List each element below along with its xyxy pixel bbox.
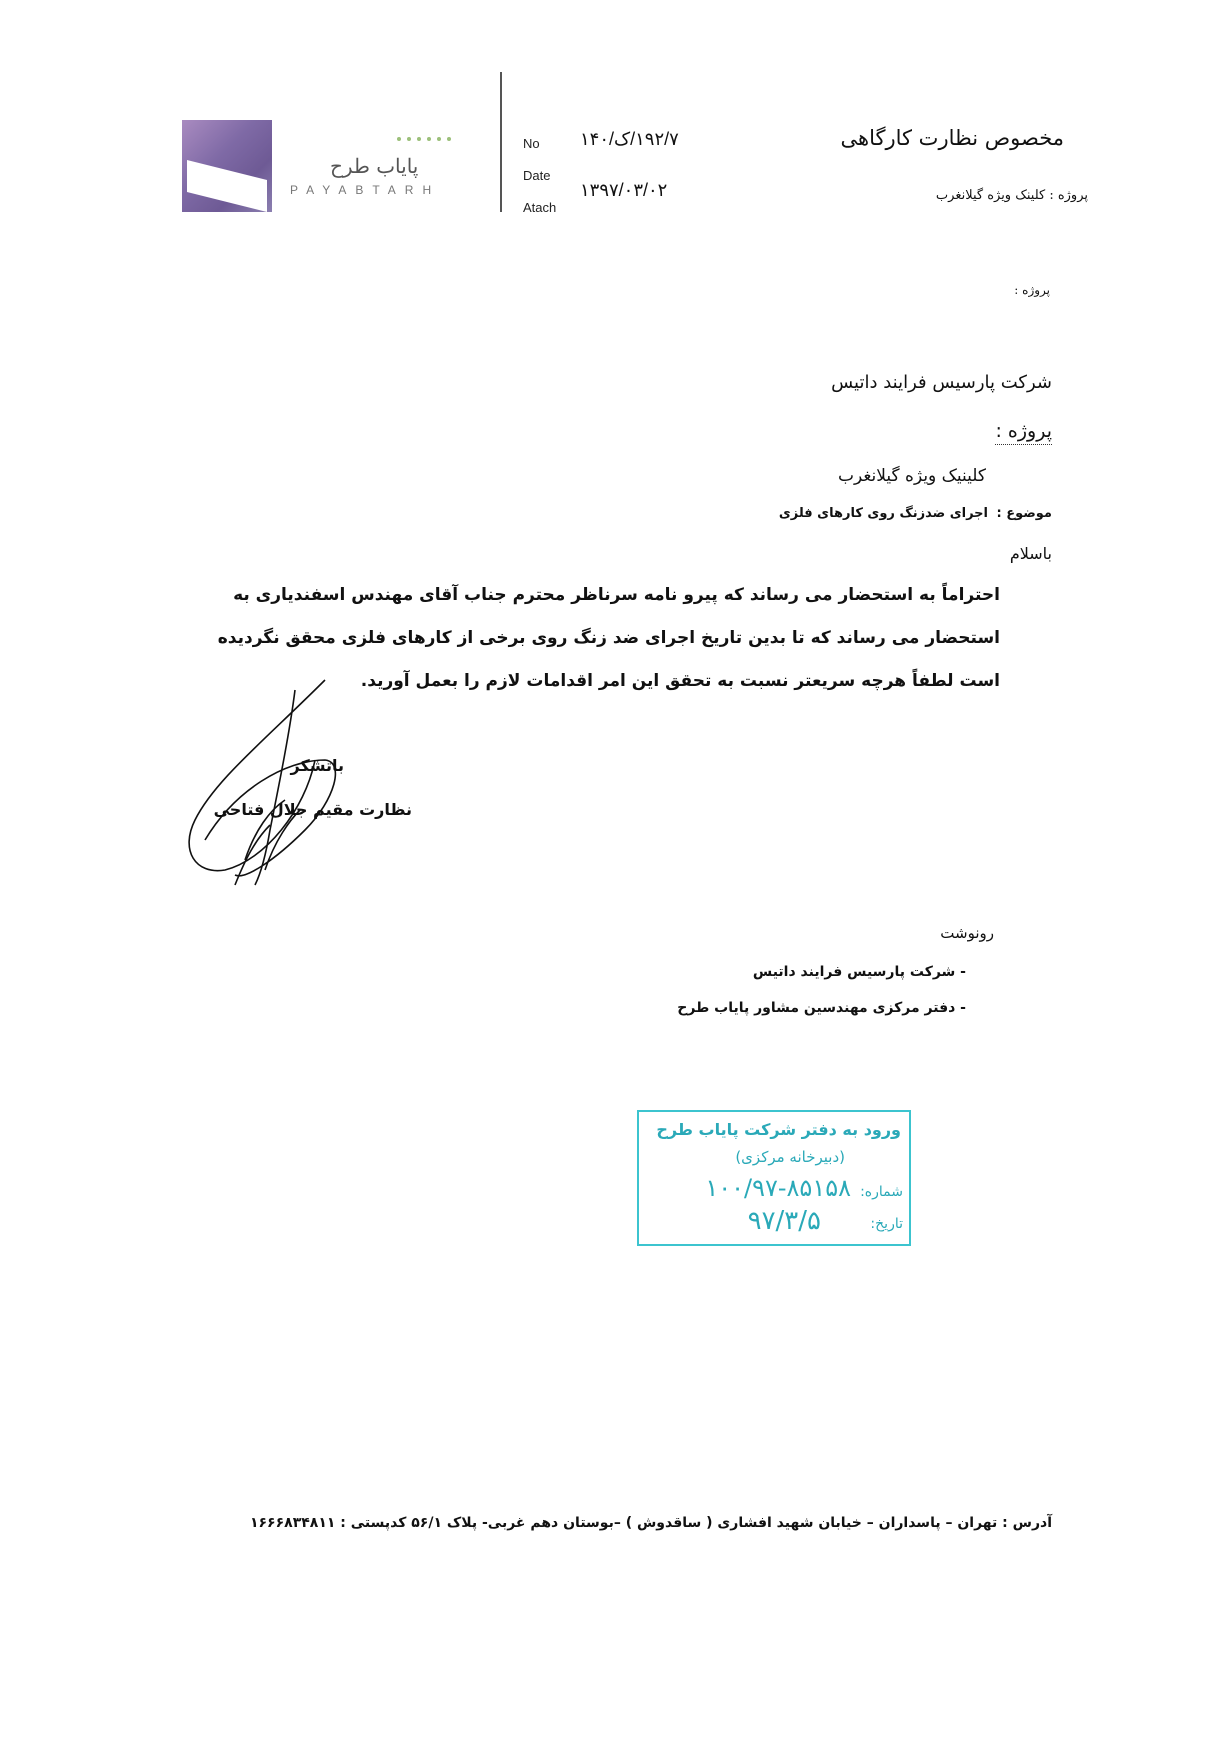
subject-label: موضوع : [996,506,1052,521]
receipt-stamp [637,1110,911,1246]
stamp-number-label: شماره: [860,1184,903,1200]
subject-text: اجرای ضدزنگ روی کارهای فلزی [778,506,988,521]
stamp-number-value: ۱۰۰/۹۷-۸۵۱۵۸ [705,1174,851,1202]
body-line-2: استحضار می رساند که تا بدین تاریخ اجرای ضد زنگ روی برخی از کارهای فلزی محقق نگردیده [217,628,1000,648]
cc-title: رونوشت [940,924,994,942]
stamp-title: ورود به دفتر شرکت پایاب طرح [656,1120,901,1139]
header-project-line: پروژه : کلینک ویژه گیلانغرب [935,188,1088,203]
logo-dots-decoration [395,135,455,143]
signatory: نظارت مقیم جلال فتاحی [213,800,412,819]
logo-name-fa: پایاب طرح [330,154,419,178]
handwritten-signature [175,670,375,900]
attach-label: Atach [523,200,557,215]
letter-number: ۱۹۲/۷/ک/۱۴۰ [580,129,679,149]
body-line-1: احتراماً به استحضار می رساند که پیرو نامه سرناظر محترم جناب آقای مهندس اسفندیاری به [233,585,1000,605]
footer-address: آدرس : تهران – پاسداران – خیابان شهید افشاری ( ساقدوش ) –بوستان دهم غربی- پلاک ۵۶/۱ کدپستی : ۱۶۶۶۸۳۴۸۱۱ [249,1515,1052,1531]
letter-date: ۱۳۹۷/۰۳/۰۲ [580,180,668,200]
stamp-date-label: تاریخ: [870,1216,903,1232]
date-label: Date [523,168,551,183]
supervision-title: مخصوص نظارت کارگاهی [840,126,1064,150]
cc-item: - دفتر مرکزی مهندسین مشاور پایاب طرح [677,1000,966,1016]
stamp-date-value: ۹۷/۳/۵ [747,1206,821,1236]
no-label: No [523,136,540,151]
project-label: پروژه : [995,420,1052,445]
body-line-3: است لطفاً هرچه سریعتر نسبت به تحقق این امر اقدامات لازم را بعمل آورید. [360,671,1000,691]
recipient: شرکت پارسیس فرایند داتیس [831,372,1052,393]
header-divider [500,72,502,212]
header-project-line-2: پروژه : [1014,283,1050,297]
cc-item: - شرکت پارسیس فرایند داتیس [752,964,966,980]
stamp-subtitle: (دبیرخانه مرکزی) [735,1148,845,1166]
greeting: باسلام [1009,544,1052,563]
project-name: کلینیک ویژه گیلانغرب [837,466,986,486]
company-logo-mark [182,120,272,212]
closing: باتشکر [290,756,344,775]
logo-name-en: PAYABTARH [290,183,441,197]
